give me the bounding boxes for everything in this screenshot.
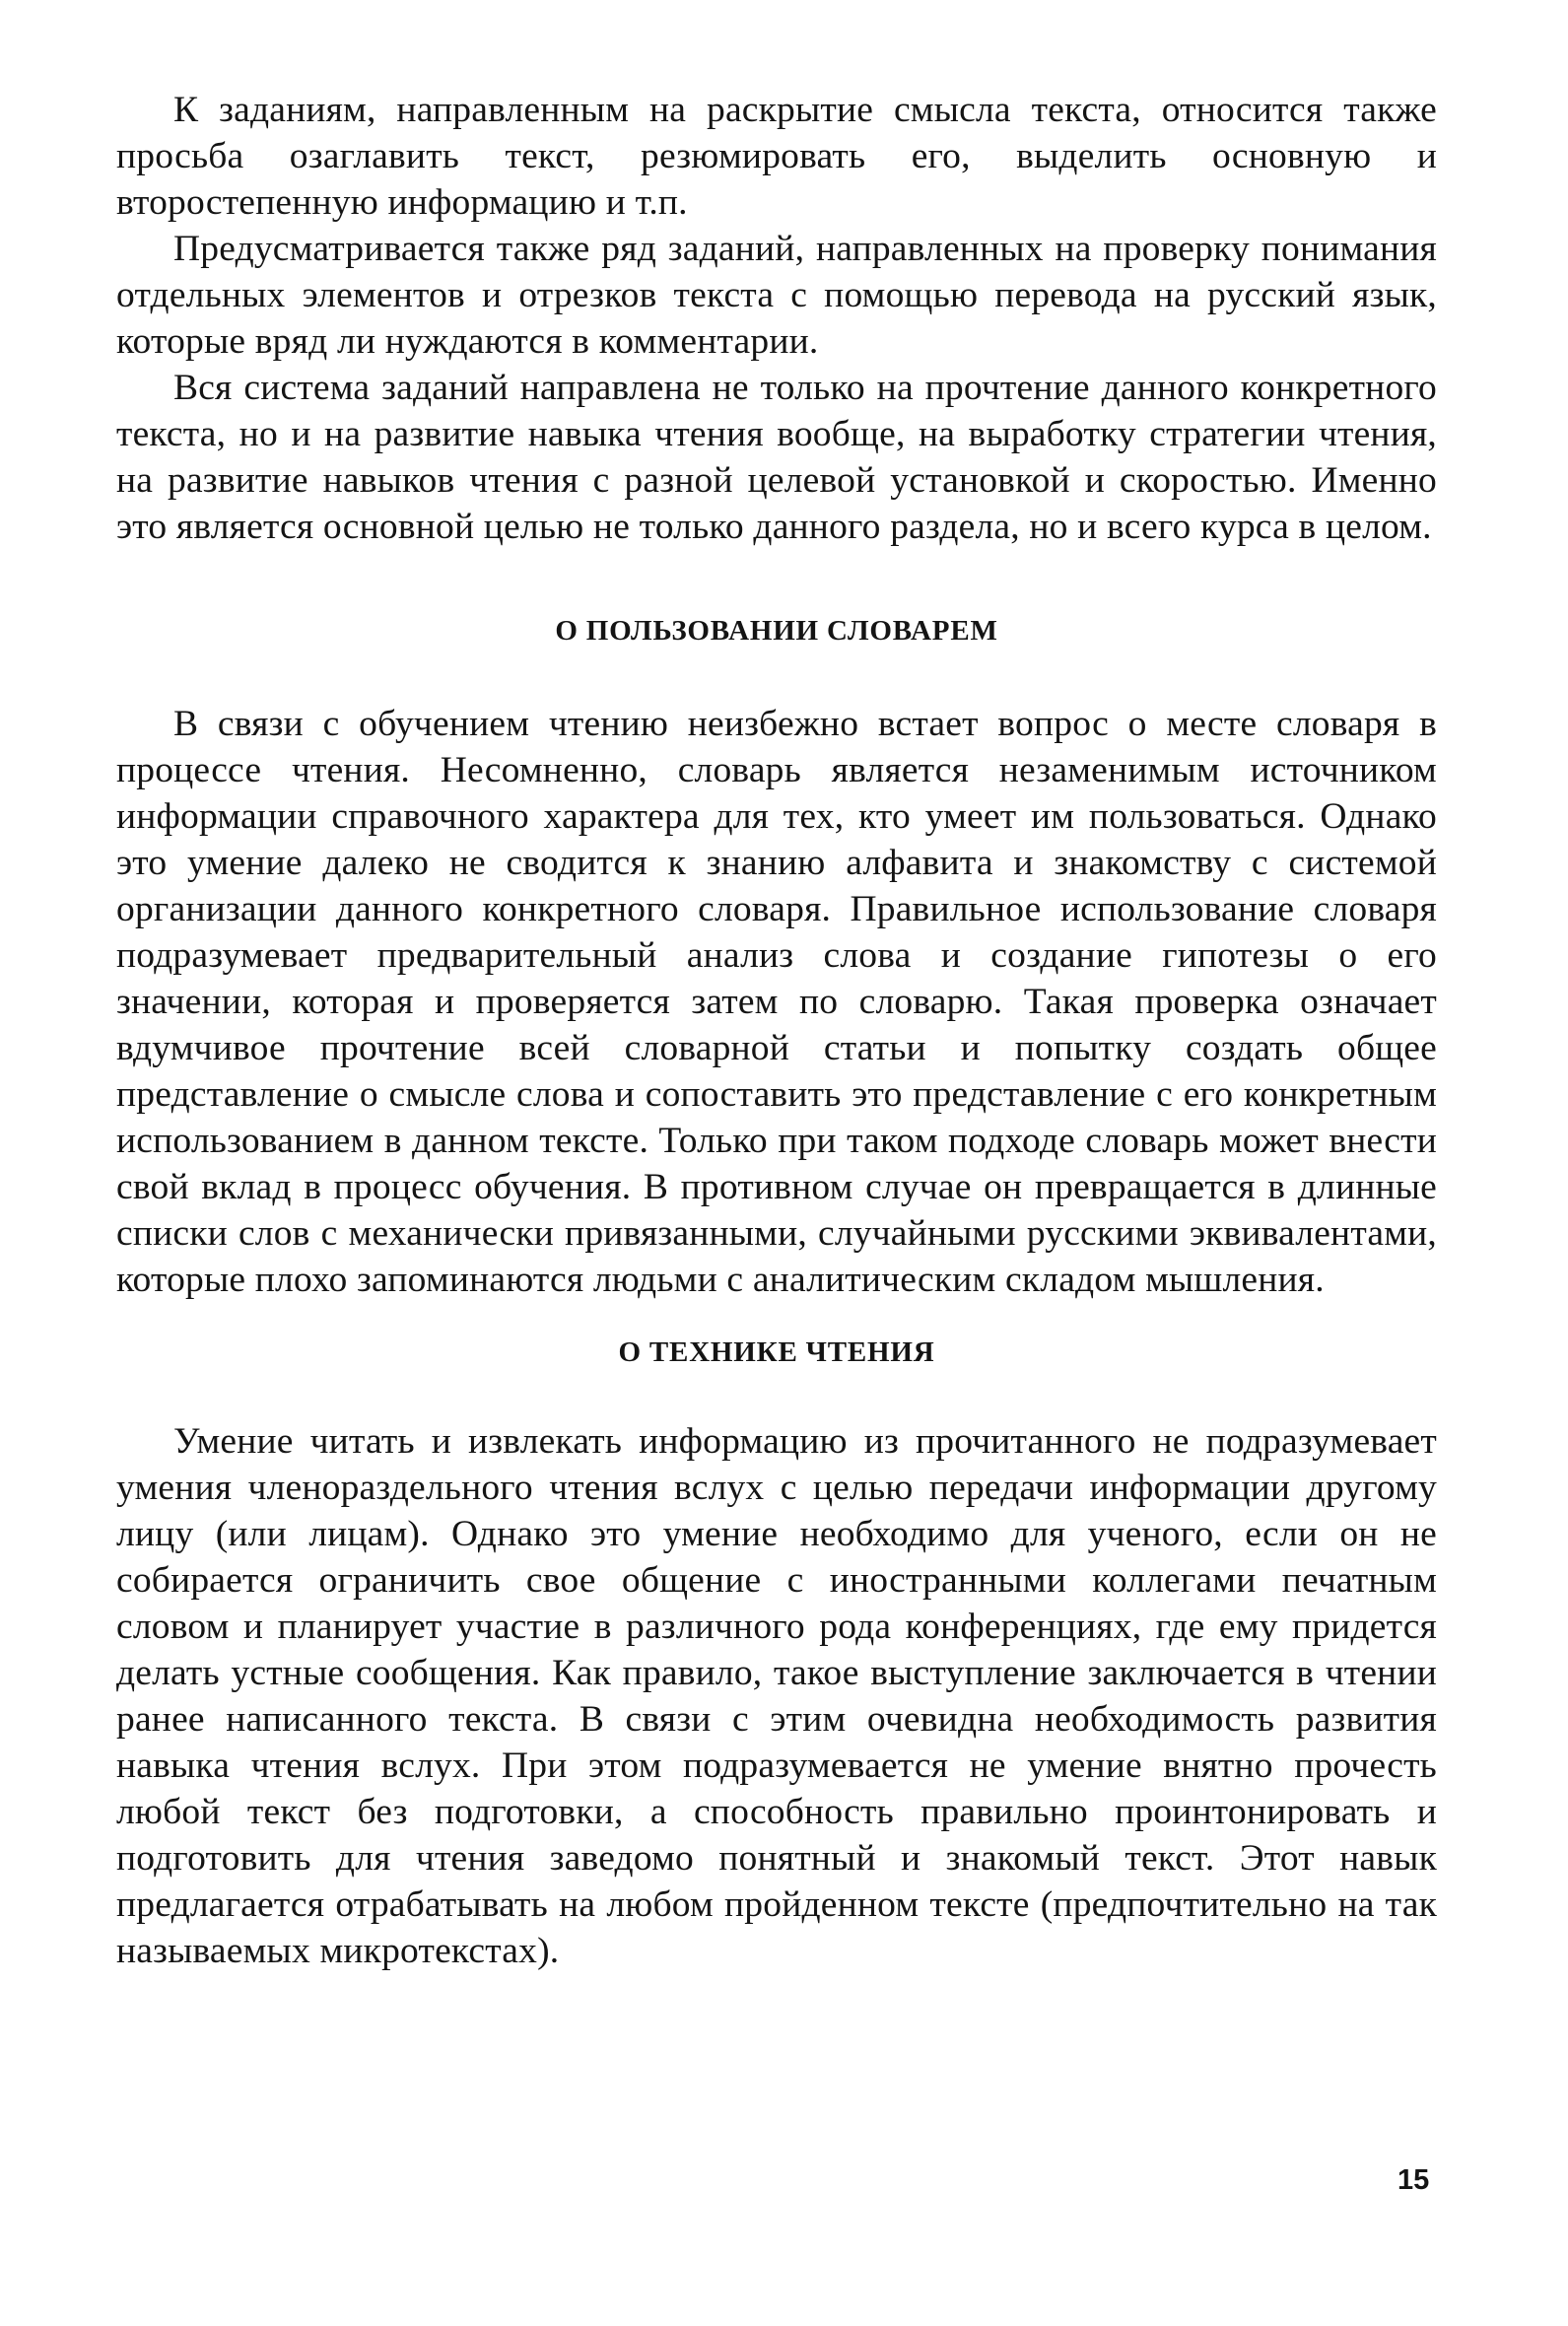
section-heading-dictionary: О ПОЛЬЗОВАНИИ СЛОВАРЕМ <box>555 615 998 647</box>
paragraph-reading-aloud: Умение читать и извлекать информацию из прочитанного не подразумевает умения членораздельного чтения вслух с целью передачи информации другому лицу (или лицам). Однако это умение необходимо для ученого, если он не собирается ограничить свое общение с иностранными коллегами печатным словом и планирует участие в различного рода конференциях, где ему придется делать устные сообщения. Как правило, такое выступление заключается в чтении ранее написанного текста. В связи с этим очевидна необходимость развития навыка чтения вслух. При этом подразумевается не умение внятно прочесть любой текст без подготовки, а способность правильно проинтонировать и подготовить для чтения заведомо понятный и знакомый текст. Этот навык предлагается отрабатывать на любом пройденном тексте (предпочтительно на так называемых микротекстах). <box>116 1421 1437 1971</box>
paragraph-tasks-translation: Предусматривается также ряд заданий, направленных на проверку понимания отдельных элементов и отрезков текста с помощью перевода на русский язык, которые вряд ли нуждаются в комментарии. <box>116 229 1437 362</box>
paragraph-dictionary-use: В связи с обучением чтению неизбежно встает вопрос о месте словаря в процессе чтения. Несомненно, словарь является незаменимым источником информации справочного характера для тех, кто умеет им пользоваться. Однако это умение далеко не сводится к знанию алфавита и знакомству с системой организации данного конкретного словаря. Правильное использование словаря подразумевает предварительный анализ слова и создание гипотезы о его значении, которая и проверяется затем по словарю. Такая проверка означает вдумчивое прочтение всей словарной статьи и попытку создать общее представление о смысле слова и сопоставить это представление с его конкретным использованием в данном тексте. Только при таком подходе словарь может внести свой вклад в процесс обучения. В противном случае он превращается в длинные списки слов с механически привязанными, случайными русскими эквивалентами, которые плохо запоминаются людьми с аналитическим складом мышления. <box>116 704 1437 1300</box>
page-body <box>116 87 1437 1974</box>
page-number: 15 <box>1398 2164 1430 2196</box>
paragraph-tasks-meaning: К заданиям, направленным на раскрытие смысла текста, относится также просьба озаглавить текст, резюмировать его, выделить основную и второстепенную информацию и т.п. <box>116 90 1437 223</box>
section-heading-reading-technique: О ТЕХНИКЕ ЧТЕНИЯ <box>618 1336 935 1368</box>
paragraph-task-system: Вся система заданий направлена не только на прочтение данного конкретного текста, но и на развитие навыка чтения вообще, на выработку стратегии чтения, на развитие навыков чтения с разной целевой установкой и скоростью. Именно это является основной целью не только данного раздела, но и всего курса в целом. <box>116 368 1437 547</box>
